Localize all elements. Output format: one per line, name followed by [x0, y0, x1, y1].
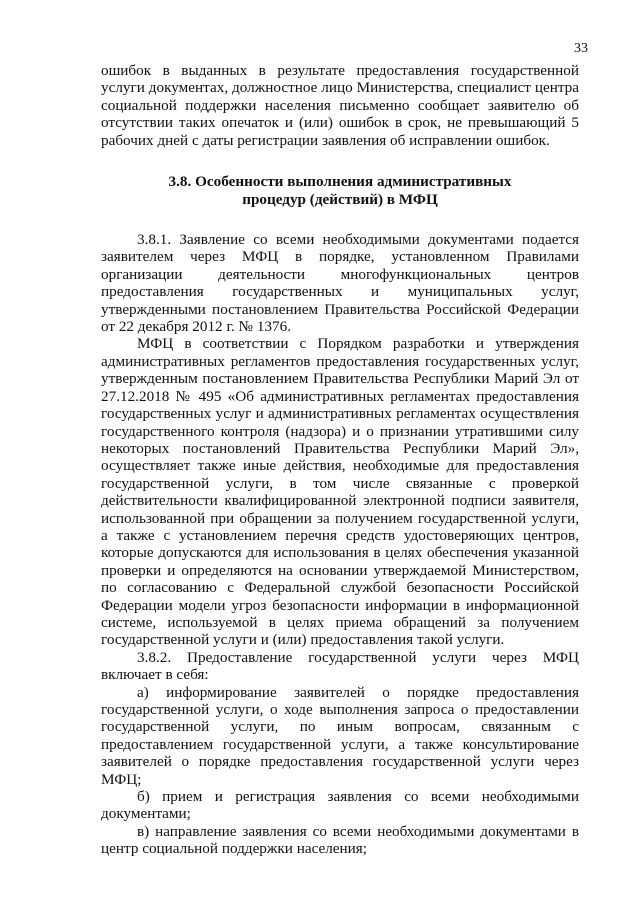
- section-heading-line-2: процедур (действий) в МФЦ: [242, 191, 438, 209]
- paragraph-mfc-actions: МФЦ в соответствии с Порядком разработки и утверждения административных регламентов предоставления государственных услуг, утвержденным постановлением Правительства Республики Марий Эл от 27.12.2018 № 495 «Об административных регламентах предоставления государственных услуг и административных регламентах осуществления государственного контроля (надзора) и о признании утратившими силу некоторых постановлений Правительства Республики Марий Эл», осуществляет также иные действия, необходимые для предоставления государственной услуги, в том числе связанные с проверкой действительности квалифицированной электронной подписи заявителя, использованной при обращении за получением государственной услуги, а также с установлением перечня средств удостоверяющих центров, которые допускаются для использования в целях обеспечения указанной проверки и определяются на основании утверждаемой Министерством, по согласованию с Федеральной службой безопасности Российской Федерации модели угроз безопасности информации в информационной системе, используемой в целях приема обращений за получением государственной услуги и (или) предоставления такой услуги.: [101, 335, 579, 649]
- paragraph-3-8-2: 3.8.2. Предоставление государственной услуги через МФЦ включает в себя:: [101, 648, 579, 684]
- section-heading: [101, 173, 579, 209]
- paragraph-continuation: ошибок в выданных в результате предоставления государственной услуги документах, должностное лицо Министерства, специалист центра социальной поддержки населения письменно сообщает заявителю об отсутствии таких опечаток и (или) ошибок в срок, не превышающий 5 рабочих дней с даты регистрации заявления об исправлении ошибок.: [101, 62, 579, 149]
- section-heading-line-1: 3.8. Особенности выполнения административных: [168, 173, 512, 191]
- document-body: [101, 62, 579, 858]
- list-item-v: в) направление заявления со всеми необходимыми документами в центр социальной поддержки населения;: [101, 822, 579, 858]
- list-item-b: б) прием и регистрация заявления со всеми необходимыми документами;: [101, 788, 579, 823]
- paragraph-3-8-1: 3.8.1. Заявление со всеми необходимыми документами подается заявителем через МФЦ в порядке, установленном Правилами организации деятельности многофункциональных центров предоставления государственных и муниципальных услуг, утвержденными постановлением Правительства Российской Федерации от 22 декабря 2012 г. № 1376.: [101, 231, 579, 336]
- list-item-a: а) информирование заявителей о порядке предоставления государственной услуги, о ходе выполнения запроса о предоставлении государственной услуги, по иным вопросам, связанным с предоставлением государственной услуги, а также консультирование заявителей о порядке предоставления государственной услуги через МФЦ;: [101, 683, 579, 788]
- page-number: 33: [574, 41, 588, 56]
